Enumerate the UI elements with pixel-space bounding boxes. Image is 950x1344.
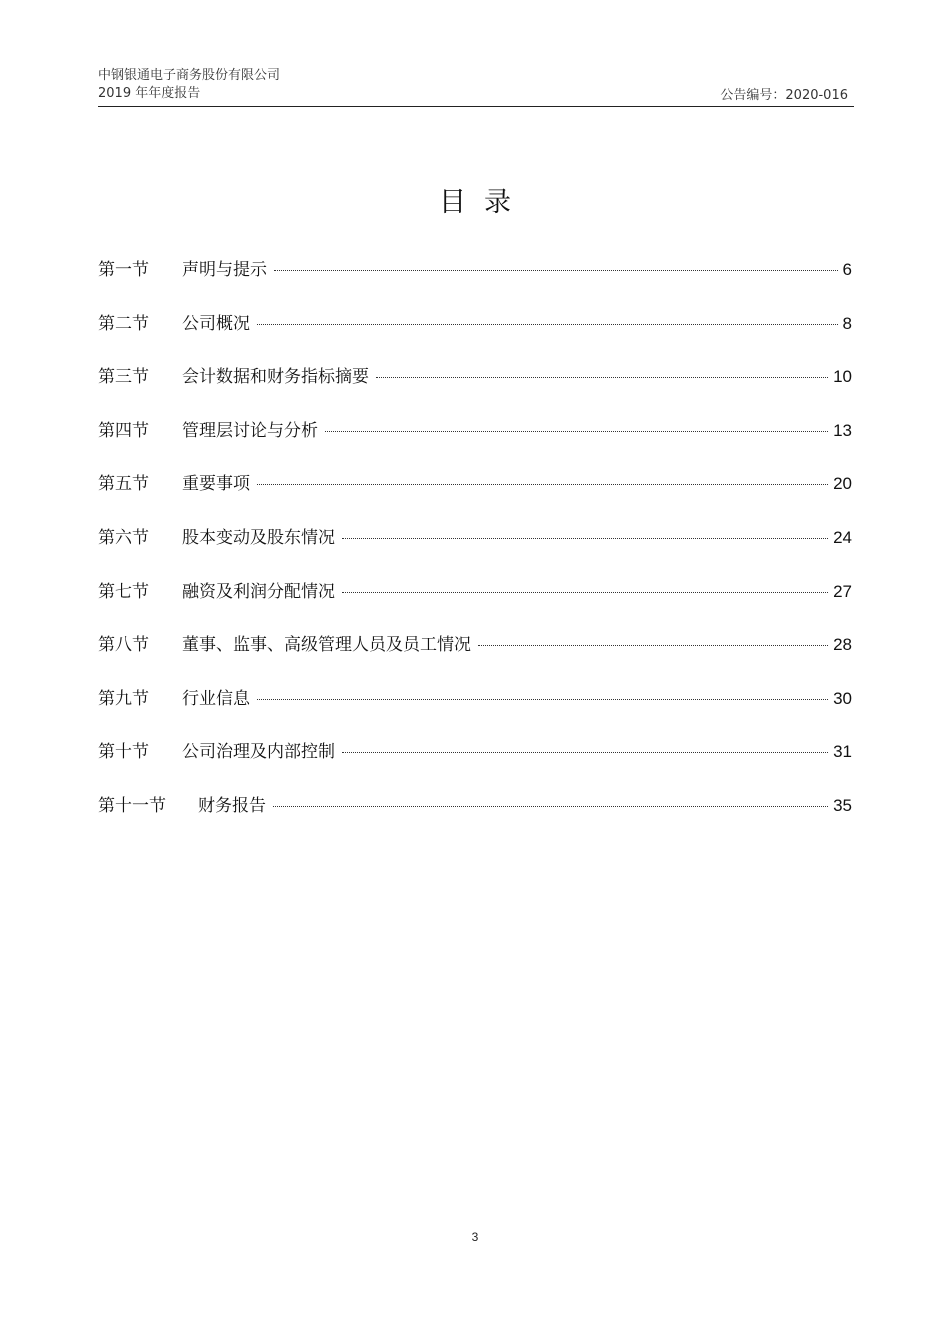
toc-entry-title: 财务报告: [198, 795, 266, 816]
toc-entry-title: 管理层讨论与分析: [182, 420, 318, 441]
toc-page-number: 35: [833, 795, 852, 815]
toc-entry-title: 公司治理及内部控制: [182, 742, 335, 763]
toc-entry[interactable]: [98, 520, 852, 574]
dot-leader: [342, 752, 828, 753]
toc-entry[interactable]: [98, 413, 852, 467]
toc-entry-title: 会计数据和财务指标摘要: [182, 367, 369, 388]
toc-section: 第六节: [98, 527, 149, 548]
dot-leader: [342, 538, 828, 539]
dot-leader: [257, 699, 828, 700]
toc-section: 第二节: [98, 313, 149, 334]
toc-entry[interactable]: [98, 252, 852, 306]
table-of-contents: [98, 252, 852, 842]
toc-section: 第一节: [98, 260, 149, 280]
toc-page-number: 31: [833, 742, 852, 762]
toc-entry[interactable]: [98, 681, 852, 735]
dot-leader: [257, 484, 828, 485]
toc-entry-title: 融资及利润分配情况: [182, 581, 335, 602]
toc-entry-title: 公司概况: [182, 313, 250, 334]
toc-section: 第四节: [98, 420, 149, 441]
report-year: 2019 年年度报告: [98, 86, 201, 101]
dot-leader: [342, 592, 828, 593]
toc-section: 第七节: [98, 581, 149, 602]
toc-section: 第十节: [98, 742, 149, 763]
toc-entry[interactable]: [98, 306, 852, 360]
toc-title: 目录: [439, 187, 529, 218]
toc-page-number: 10: [833, 367, 852, 387]
toc-entry[interactable]: [98, 574, 852, 628]
dot-leader: [257, 324, 838, 325]
toc-entry[interactable]: [98, 359, 852, 413]
toc-entry-title: 股本变动及股东情况: [182, 527, 335, 548]
company-name: 中钢银通电子商务股份有限公司: [98, 68, 281, 83]
toc-page-number: 24: [833, 527, 852, 547]
dot-leader: [273, 806, 828, 807]
toc-entry-title: 行业信息: [182, 688, 250, 709]
toc-entry[interactable]: [98, 788, 852, 842]
toc-page-number: 13: [833, 420, 852, 440]
toc-section: 第九节: [98, 688, 149, 709]
toc-entry[interactable]: [98, 627, 852, 681]
page-header: [98, 66, 854, 107]
toc-section: 第三节: [98, 367, 149, 388]
toc-section: 第十一节: [98, 795, 166, 816]
toc-section: 第五节: [98, 474, 149, 495]
toc-section: 第八节: [98, 635, 149, 656]
page-number: 3: [471, 1230, 479, 1244]
toc-page-number: 30: [833, 688, 852, 708]
dot-leader: [376, 377, 828, 378]
toc-page-number: 28: [833, 635, 852, 655]
toc-entry[interactable]: [98, 466, 852, 520]
toc-entry[interactable]: [98, 734, 852, 788]
dot-leader: [274, 270, 838, 271]
notice-number: 公告编号：2020-016: [720, 88, 848, 103]
dot-leader: [478, 645, 828, 646]
toc-page-number: 8: [842, 313, 852, 333]
toc-entry-title: 重要事项: [182, 474, 250, 495]
toc-entry-title: 声明与提示: [182, 260, 267, 280]
dot-leader: [325, 431, 828, 432]
toc-page-number: 27: [833, 581, 852, 601]
toc-entry-title: 董事、监事、高级管理人员及员工情况: [182, 635, 471, 656]
toc-page-number: 6: [842, 260, 852, 279]
toc-page-number: 20: [833, 474, 852, 494]
